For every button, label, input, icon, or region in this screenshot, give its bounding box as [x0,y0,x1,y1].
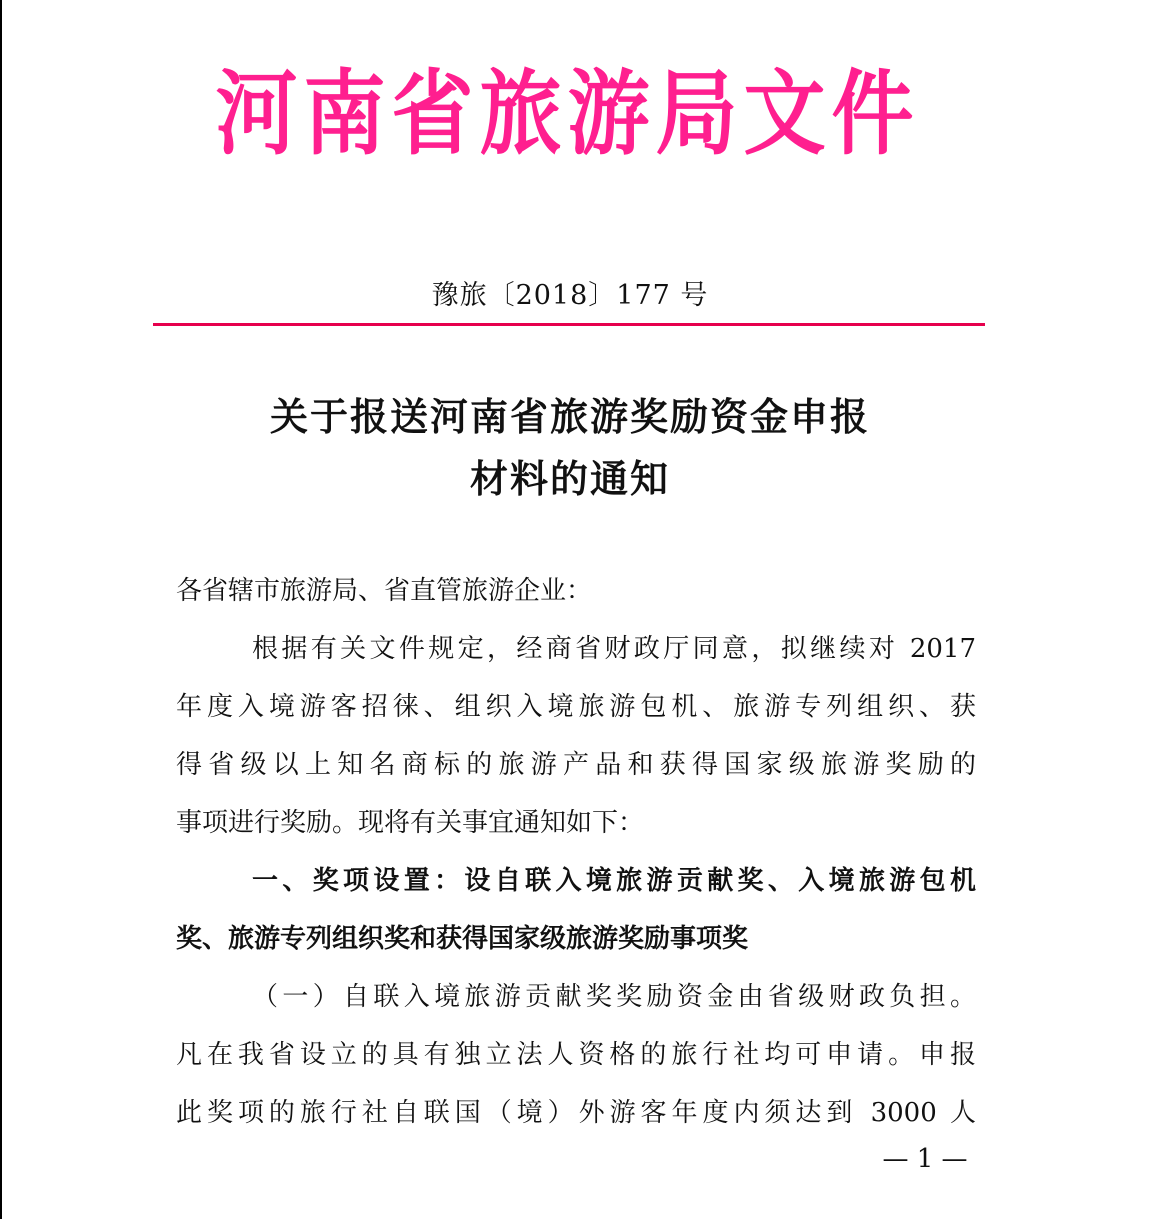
document-header-title: 河南省旅游局文件 [215,61,920,168]
paragraph-1-line-3: 得省级以上知名商标的旅游产品和获得国家级旅游奖励的 [176,750,976,780]
page-number: — 1 — [882,1144,968,1174]
notice-title-line-1: 关于报送河南省旅游奖励资金申报 [269,394,870,439]
paragraph-2-line-1: （一）自联入境旅游贡献奖奖励资金由省级财政负担。 [252,982,976,1012]
section-1-heading-line-2: 奖、旅游专列组织奖和获得国家级旅游奖励事项奖 [176,924,749,954]
paragraph-1-line-4: 事项进行奖励。现将有关事宜通知如下： [176,808,645,838]
paragraph-2-line-3: 此奖项的旅行社自联国（境）外游客年度内须达到 3000 人 [176,1098,976,1128]
section-1-heading-line-1: 一、奖项设置：设自联入境旅游贡献奖、入境旅游包机 [252,866,976,896]
salutation: 各省辖市旅游局、省直管旅游企业： [176,576,593,606]
notice-title-line-2: 材料的通知 [469,456,670,501]
paragraph-1-line-1: 根据有关文件规定，经商省财政厅同意，拟继续对 2017 [252,634,976,664]
paragraph-1-line-2: 年度入境游客招徕、组织入境旅游包机、旅游专列组织、获 [176,692,976,722]
page-left-border [0,0,2,1219]
notice-title [155,386,985,510]
document-number: 豫旅〔2018〕177 号 [431,280,709,311]
paragraph-2-line-2: 凡在我省设立的具有独立法人资格的旅行社均可申请。申报 [176,1040,976,1070]
red-divider-line [153,323,985,326]
document-body [176,562,976,1142]
